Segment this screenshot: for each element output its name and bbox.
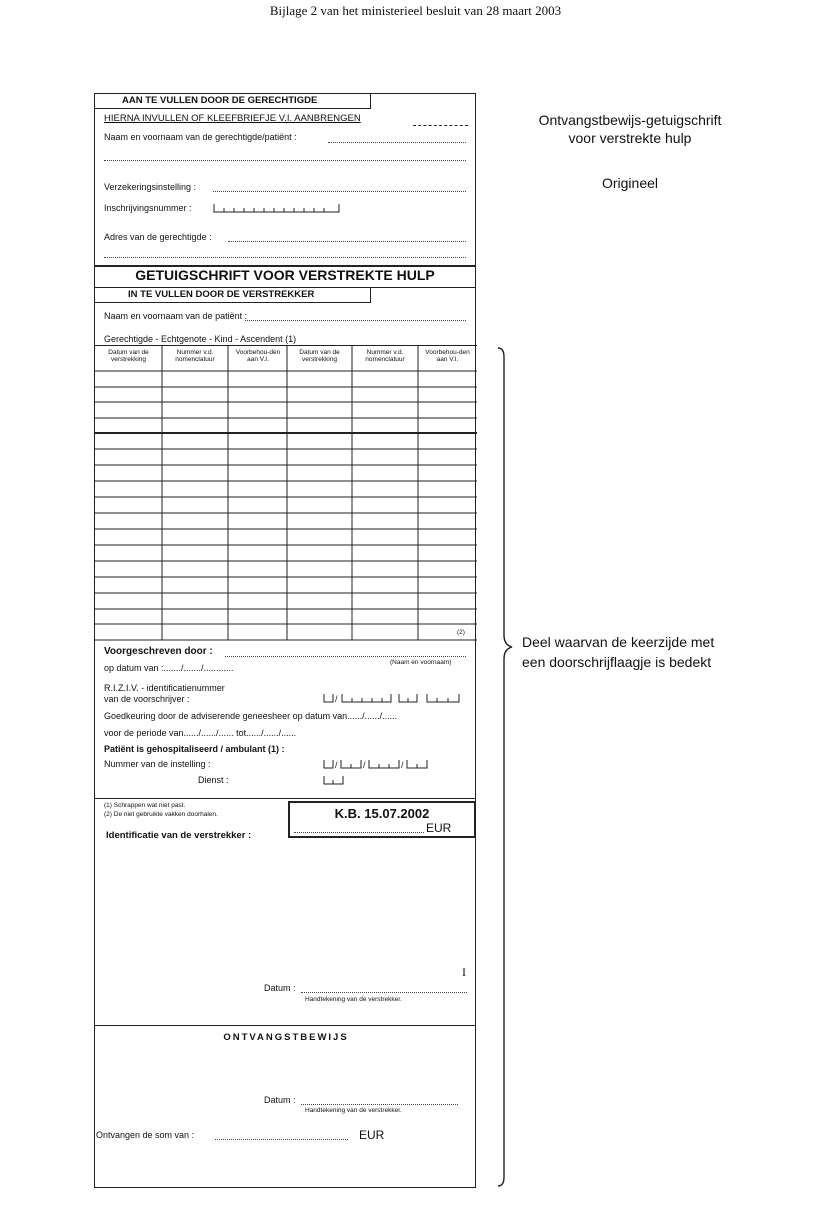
gerechtigde-label: Gerechtigde - Echtgenote - Kind - Ascendent (1) xyxy=(104,334,297,344)
side-deel xyxy=(522,632,714,672)
naam-field[interactable] xyxy=(328,142,466,143)
verzekering-field[interactable] xyxy=(213,191,466,192)
verzekering-label: Verzekeringsinstelling : xyxy=(104,182,197,192)
adres-label: Adres van de gerechtigde : xyxy=(104,232,212,242)
col-datum-1: Datum van de verstrekking xyxy=(108,349,149,363)
naam-voornaam-hint: (Naam en voornaam) xyxy=(390,659,452,666)
dienst-label: Dienst : xyxy=(198,775,229,785)
kb-amount-field[interactable] xyxy=(294,832,424,833)
ontv-datum-label: Datum : xyxy=(264,1095,296,1105)
kb-label: K.B. 15.07.2002 xyxy=(334,806,430,821)
divider xyxy=(95,1025,475,1026)
kb-box xyxy=(288,801,476,838)
col-voorbehouden-2: Voorbehou-den aan V.I. xyxy=(425,349,470,363)
col-nummer-1: Nummer v.d. nomenclatuur xyxy=(175,349,215,363)
col-nummer-2: Nummer v.d. nomenclatuur xyxy=(365,349,405,363)
nummer-instelling-label: Nummer van de instelling : xyxy=(104,759,211,769)
section1-heading: AAN TE VULLEN DOOR DE GERECHTIGDE xyxy=(122,95,318,106)
riziv-line2: van de voorschrijver : xyxy=(104,694,190,704)
goedkeuring[interactable]: Goedkeuring door de adviserende geneesheer op datum van....../....../...... xyxy=(104,711,398,721)
svg-text:/: / xyxy=(401,760,404,770)
inschrijving-label: Inschrijvingsnummer : xyxy=(104,203,192,213)
svg-text:/: / xyxy=(335,760,338,770)
side-deel-line1: Deel waarvan de keerzijde met xyxy=(522,634,715,650)
naam-label: Naam en voornaam van de gerechtigde/patiënt : xyxy=(104,132,297,142)
section2-heading: IN TE VULLEN DOOR DE VERSTREKKER xyxy=(128,289,315,300)
riziv-boxes[interactable] xyxy=(323,692,463,704)
identificatie-label: Identificatie van de verstrekker : xyxy=(106,830,252,841)
ontv-datum-field[interactable] xyxy=(301,1104,458,1105)
naam-field-2[interactable] xyxy=(104,160,466,161)
adres-field[interactable] xyxy=(228,241,466,242)
dienst-boxes[interactable] xyxy=(323,774,349,786)
curly-brace-icon xyxy=(494,345,518,1191)
svg-text:/: / xyxy=(335,694,338,704)
verstrekking-table xyxy=(95,345,477,641)
side-title xyxy=(520,112,740,146)
riziv-line1: R.I.Z.I.V. - identificatienummer xyxy=(104,683,225,693)
footnote-1: (1) Schrappen wat niet past. xyxy=(104,802,186,809)
op-datum[interactable]: op datum van :......./......./............ xyxy=(104,663,234,673)
section1-heading-box xyxy=(95,94,371,109)
inschrijving-boxes[interactable] xyxy=(213,202,343,214)
naam-patient-label: Naam en voornaam van de patiënt : xyxy=(104,311,248,321)
ontvangstbewijs-title: ONTVANGSTBEWIJS xyxy=(223,1032,349,1043)
voorgeschreven-field[interactable] xyxy=(225,656,466,657)
svg-text:/: / xyxy=(363,760,366,770)
section2-heading-box xyxy=(95,288,371,303)
side-origineel: Origineel xyxy=(601,175,659,191)
side-title-line2: voor verstrekte hulp xyxy=(568,130,692,146)
ontvangen-label: Ontvangen de som van : xyxy=(96,1130,195,1140)
form xyxy=(94,93,476,1188)
ontv-handtekening-hint: Handtekening van de verstrekker. xyxy=(305,1107,402,1114)
side-title-line1: Ontvangstbewijs-getuigschrift xyxy=(538,112,722,128)
adres-field-2[interactable] xyxy=(104,257,466,258)
getuigschrift-title: GETUIGSCHRIFT VOOR VERSTREKTE HULP xyxy=(135,267,435,283)
datum-label: Datum : xyxy=(264,983,296,993)
gehospitaliseerd-label: Patiënt is gehospitaliseerd / ambulant (1) : xyxy=(104,744,285,754)
side-deel-line2: een doorschrijflaagje is bedekt xyxy=(522,654,712,670)
instelling-boxes[interactable] xyxy=(323,758,433,770)
col-datum-2: Datum van de verstrekking xyxy=(299,349,340,363)
datum-field[interactable] xyxy=(301,992,467,993)
sticker-label: HIERNA INVULLEN OF KLEEFBRIEFJE V.I. AANBRENGEN xyxy=(104,113,361,124)
voorgeschreven-label: Voorgeschreven door : xyxy=(104,646,213,657)
ontvangen-field[interactable] xyxy=(215,1139,348,1140)
note-2: (2) xyxy=(457,629,465,636)
page-header: Bijlage 2 van het ministerieel besluit van 28 maart 2003 xyxy=(269,3,562,18)
sticker-dashes xyxy=(413,125,468,126)
col-voorbehouden-1: Voorbehou-den aan V.I. xyxy=(235,349,281,363)
handtekening-hint: Handtekening van de verstrekker. xyxy=(305,996,402,1003)
footnote-2: (2) De niet gebruikte vakken doorhalen. xyxy=(104,811,218,818)
text-cursor-icon: I xyxy=(462,965,466,979)
periode[interactable]: voor de periode van....../....../...... tot....../....../...... xyxy=(104,728,297,738)
divider xyxy=(95,798,475,799)
naam-patient-field[interactable] xyxy=(245,320,466,321)
ontvangen-eur: EUR xyxy=(359,1128,385,1142)
kb-eur: EUR xyxy=(426,821,452,835)
